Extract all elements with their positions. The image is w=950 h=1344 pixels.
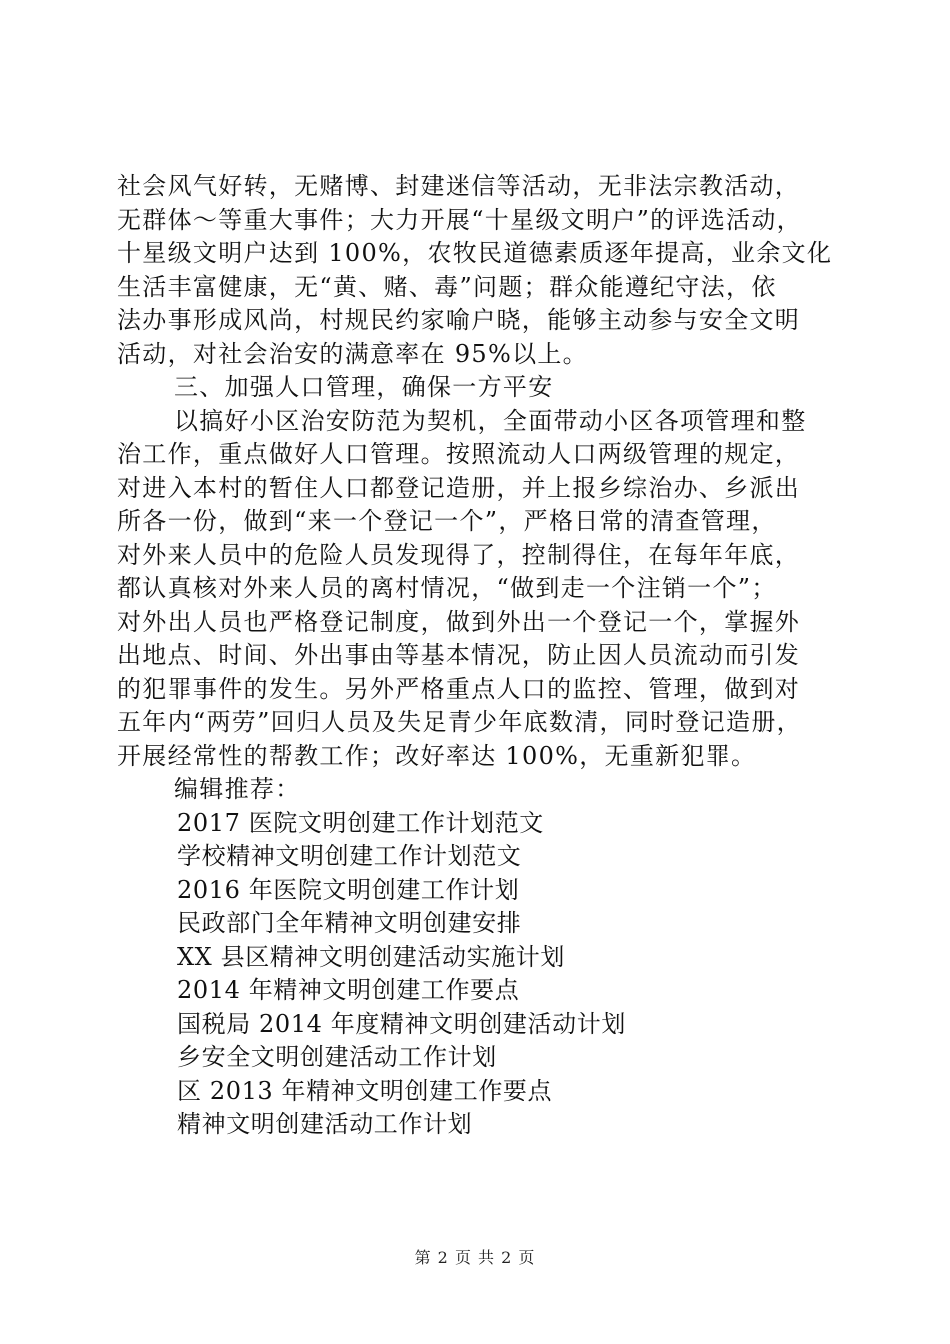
recommend-label: 编辑推荐： bbox=[174, 775, 301, 803]
text-line: 法办事形成风尚，村规民约家喻户晓，能够主动参与安全文明 bbox=[117, 306, 801, 334]
text-line: 对外来人员中的危险人员发现得了，控制得住，在每年年底， bbox=[117, 540, 801, 569]
text-line: 五年内“两劳”回归人员及失足青少年底数清，同时登记造册， bbox=[117, 708, 802, 736]
text-line: 生活丰富健康，无“黄、赌、毒”问题；群众能遵纪守法，依 bbox=[117, 272, 777, 301]
recommend-list bbox=[117, 807, 847, 1142]
paragraph-population-management bbox=[117, 405, 847, 774]
text-line: 所各一份，做到“来一个登记一个”，严格日常的清查管理， bbox=[117, 507, 777, 535]
text-line: 开展经常性的帮教工作；改好率达 100%，无重新犯罪。 bbox=[117, 741, 757, 770]
recommend-link[interactable]: 民政部门全年精神文明创建安排 bbox=[177, 909, 522, 937]
text-line: 治工作，重点做好人口管理。按照流动人口两级管理的规定， bbox=[117, 440, 801, 468]
page-number-footer: 第 2 页 共 2 页 bbox=[414, 1248, 536, 1267]
recommend-link[interactable]: 精神文明创建活动工作计划 bbox=[177, 1110, 473, 1138]
recommend-link[interactable]: 学校精神文明创建工作计划范文 bbox=[177, 842, 522, 870]
recommend-link[interactable]: XX 县区精神文明创建活动实施计划 bbox=[177, 942, 565, 971]
recommend-link[interactable]: 区 2013 年精神文明创建工作要点 bbox=[177, 1076, 553, 1105]
recommend-link[interactable]: 乡安全文明创建活动工作计划 bbox=[177, 1043, 497, 1071]
text-line: 都认真核对外来人员的离村情况，“做到走一个注销一个”； bbox=[117, 574, 777, 602]
text-line: 的犯罪事件的发生。另外严格重点人口的监控、管理，做到对 bbox=[117, 674, 801, 703]
text-line: 对进入本村的暂住人口都登记造册，并上报乡综治办、乡派出 bbox=[117, 473, 801, 502]
text-line: 十星级文明户达到 100%，农牧民道德素质逐年提高，业余文化 bbox=[117, 239, 833, 267]
text-line: 社会风气好转，无赌博、封建迷信等活动，无非法宗教活动， bbox=[117, 172, 801, 200]
recommend-link[interactable]: 2016 年医院文明创建工作计划 bbox=[177, 875, 520, 904]
text-line: 活动，对社会治安的满意率在 95%以上。 bbox=[117, 339, 588, 368]
paragraph-social-order bbox=[117, 170, 847, 371]
text-line: 以搞好小区治安防范为契机，全面带动小区各项管理和整 bbox=[174, 406, 807, 435]
text-line: 无群体～等重大事件；大力开展“十星级文明户”的评选活动， bbox=[117, 205, 802, 234]
recommend-link[interactable]: 2014 年精神文明创建工作要点 bbox=[177, 976, 520, 1004]
text-line: 对外出人员也严格登记制度，做到外出一个登记一个，掌握外 bbox=[117, 607, 801, 636]
section-heading: 三、加强人口管理，确保一方平安 bbox=[174, 373, 554, 401]
document-body bbox=[117, 170, 847, 1142]
text-line: 出地点、时间、外出事由等基本情况，防止因人员流动而引发 bbox=[117, 641, 801, 669]
recommend-link[interactable]: 2017 医院文明创建工作计划范文 bbox=[177, 808, 544, 837]
recommend-link[interactable]: 国税局 2014 年度精神文明创建活动计划 bbox=[177, 1009, 626, 1038]
